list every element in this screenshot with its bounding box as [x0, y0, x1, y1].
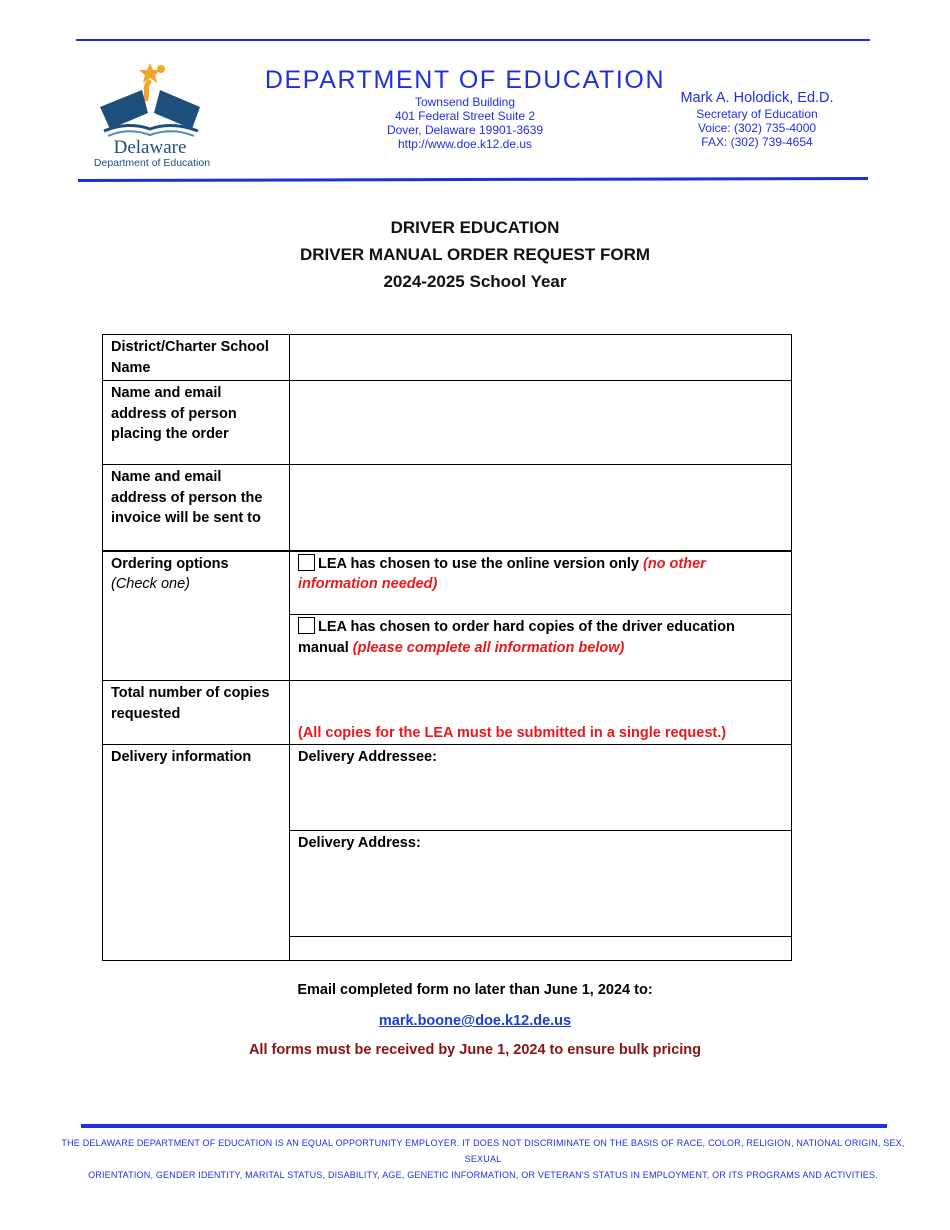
delivery-address-field[interactable] — [290, 831, 792, 937]
email-line — [0, 1013, 950, 1029]
order-request-form — [102, 334, 792, 961]
header-rule — [78, 177, 868, 182]
address-label: Delivery Address: — [298, 835, 421, 851]
secretary-block — [668, 90, 846, 149]
option-online-checkbox[interactable] — [298, 554, 315, 571]
fax-number: FAX: (302) 739-4654 — [701, 135, 813, 149]
option-hard-label: LEA has chosen to order hard copies of the driver education manual — [298, 619, 735, 656]
option-hard-checkbox[interactable] — [298, 617, 315, 634]
copies-label: Total number of copies requested — [103, 681, 290, 745]
title-line-3: 2024-2025 School Year — [383, 272, 567, 291]
address-line: 401 Federal Street Suite 2 — [394, 109, 536, 123]
title-line-2: DRIVER MANUAL ORDER REQUEST FORM — [299, 245, 651, 264]
invoice-field[interactable] — [290, 465, 792, 551]
footer-line-1: THE DELAWARE DEPARTMENT OF EDUCATION IS AN EQUAL OPPORTUNITY EMPLOYER. IT DOES NOT DISCRIMINATE ON THE BASIS OF RACE, COLOR, RELIGION, NATIONAL ORIGIN, SEX, SEXUAL — [61, 1138, 905, 1164]
department-address — [350, 95, 580, 151]
footer-line-2: ORIENTATION, GENDER IDENTITY, MARITAL STATUS, DISABILITY, AGE, GENETIC INFORMATION, OR VETERAN'S STATUS IN EMPLOYMENT, OR ITS PROGRAMS AND ACTIVITIES. — [88, 1170, 878, 1180]
option-online-cell — [290, 551, 792, 615]
top-rule — [76, 39, 870, 41]
district-field[interactable] — [290, 335, 792, 381]
ordering-hint: (Check one) — [111, 576, 190, 592]
form-title — [0, 214, 950, 295]
equal-opportunity-statement — [48, 1135, 918, 1183]
district-label: District/Charter School Name — [103, 335, 290, 381]
voice-number: Voice: (302) 735-4000 — [697, 121, 817, 135]
copies-field[interactable] — [290, 681, 792, 745]
open-book-star-logo-icon — [88, 55, 223, 170]
secretary-name: Mark A. Holodick, Ed.D. — [680, 90, 834, 106]
svg-text:Delaware: Delaware — [113, 137, 187, 158]
placer-field[interactable] — [290, 381, 792, 465]
option-hard-cell — [290, 615, 792, 681]
option-online-note: (no other information needed) — [298, 555, 706, 592]
invoice-label: Name and email address of person the invoice will be sent to — [103, 465, 290, 551]
delaware-doe-logo — [88, 55, 223, 170]
option-online-label: LEA has chosen to use the online version only — [318, 555, 639, 572]
placer-label: Name and email address of person placing the order — [103, 381, 290, 465]
address-line: Townsend Building — [414, 95, 516, 109]
website-link[interactable]: http://www.doe.k12.de.us — [397, 137, 533, 151]
option-hard-note: (please complete all information below) — [352, 639, 625, 656]
title-line-1: DRIVER EDUCATION — [390, 218, 560, 237]
ordering-options-cell — [103, 551, 290, 681]
contact-email-link[interactable]: mark.boone@doe.k12.de.us — [378, 1013, 572, 1029]
addressee-label: Delivery Addressee: — [298, 749, 437, 765]
department-title: DEPARTMENT OF EDUCATION — [264, 66, 666, 94]
delivery-label: Delivery information — [103, 745, 290, 961]
email-instruction: Email completed form no later than June 1, 2024 to: — [297, 982, 653, 998]
address-line: Dover, Delaware 19901-3639 — [386, 123, 544, 137]
delivery-extra-field[interactable] — [290, 937, 792, 961]
copies-note: (All copies for the LEA must be submitted in a single request.) — [298, 724, 727, 741]
delivery-addressee-field[interactable] — [290, 745, 792, 831]
svg-text:Department of Education: Department of Education — [93, 157, 211, 169]
secretary-title: Secretary of Education — [696, 107, 818, 121]
footer-rule — [81, 1124, 887, 1128]
deadline-notice: All forms must be received by June 1, 2024 to ensure bulk pricing — [248, 1042, 702, 1058]
ordering-label: Ordering options — [111, 555, 229, 572]
